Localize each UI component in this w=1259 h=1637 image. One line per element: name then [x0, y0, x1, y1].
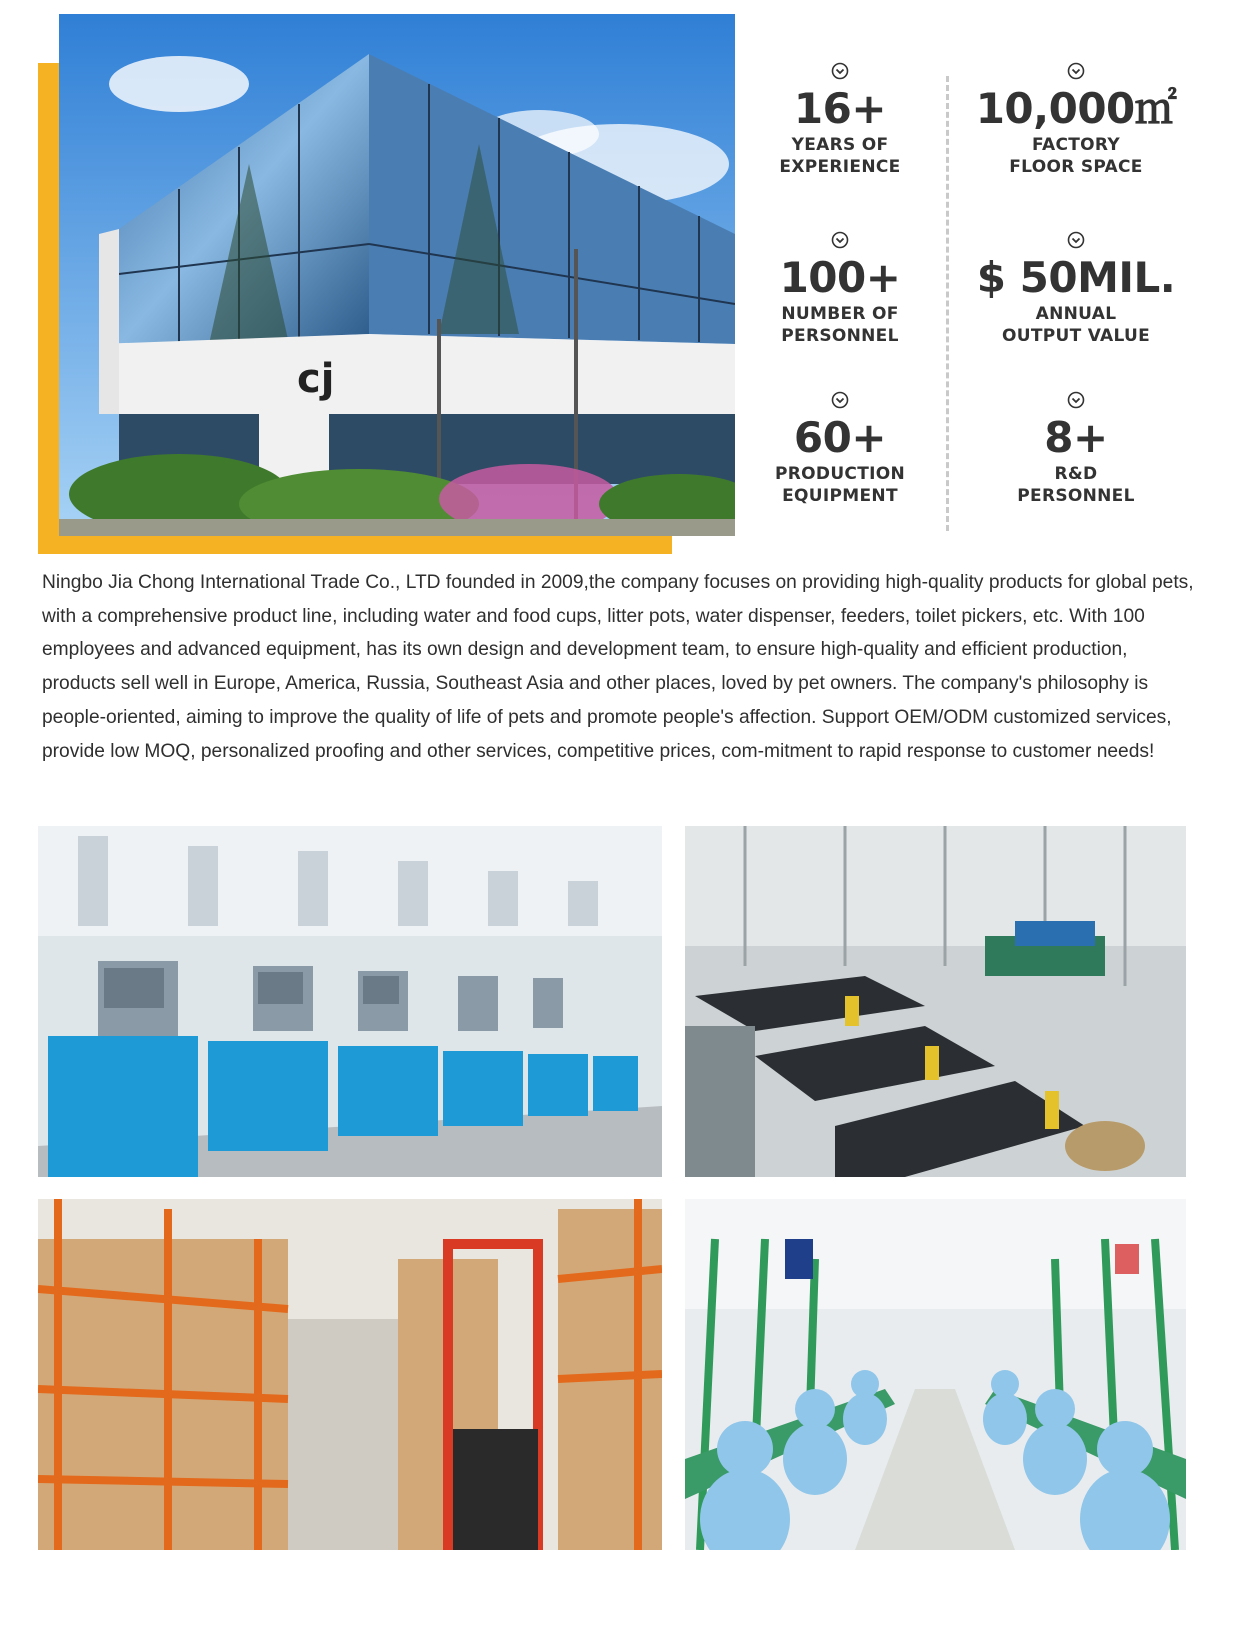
injection-molding-workshop-photo [685, 826, 1186, 1177]
stat-label: PRODUCTION EQUIPMENT [775, 464, 905, 506]
stat-label: FACTORY FLOOR SPACE [1009, 135, 1143, 177]
spring-machine-workshop-photo [38, 826, 662, 1177]
stat-factory-floor-space [961, 62, 1191, 178]
stat-value: 8+ [1044, 413, 1108, 462]
stat-production-equipment [725, 391, 955, 507]
assembly-line-workers-photo [685, 1199, 1186, 1550]
stat-label: NUMBER OF PERSONNEL [781, 304, 899, 346]
company-logo: cj [297, 356, 335, 402]
office-building-photo [59, 14, 735, 536]
stat-value: 60+ [793, 413, 887, 462]
stat-value: 100+ [779, 253, 901, 302]
company-description: Ningbo Jia Chong International Trade Co., LTD founded in 2009,the company focuses on providing high-quality products for global pets, with a comprehensive product line, including water and food cups, litter pots, water dispenser, feeders, toilet pickers, etc. With 100 employees and advanced equipment, has its own design and development team, to ensure high-quality and efficient production, products sell well in Europe, America, Russia, Southeast Asia and other places, loved by pet owners. The company's philosophy is people-oriented, aiming to improve the quality of life of pets and promote people's affection. Support OEM/ODM customized services, provide low MOQ, personalized proofing and other services, competitive prices, com-mitment to rapid response to customer needs! [42, 572, 1194, 762]
stat-number-of-personnel [725, 231, 955, 347]
chevron-down-circle-icon [831, 391, 849, 409]
chevron-down-circle-icon [1067, 231, 1085, 249]
warehouse-shelves-photo [38, 1199, 662, 1550]
stat-label: ANNUAL OUTPUT VALUE [1001, 304, 1151, 346]
stat-value: 16+ [793, 84, 887, 133]
stat-value: 10,000㎡ [975, 84, 1177, 133]
chevron-down-circle-icon [1067, 62, 1085, 80]
stat-label: YEARS OF EXPERIENCE [779, 135, 901, 177]
stat-value: $ 50MIL. [976, 253, 1176, 302]
stat-label: R&D PERSONNEL [1017, 464, 1135, 506]
stat-years-of-experience [725, 62, 955, 178]
stat-annual-output-value [961, 231, 1191, 347]
chevron-down-circle-icon [1067, 391, 1085, 409]
stat-rd-personnel [961, 391, 1191, 507]
chevron-down-circle-icon [831, 62, 849, 80]
chevron-down-circle-icon [831, 231, 849, 249]
